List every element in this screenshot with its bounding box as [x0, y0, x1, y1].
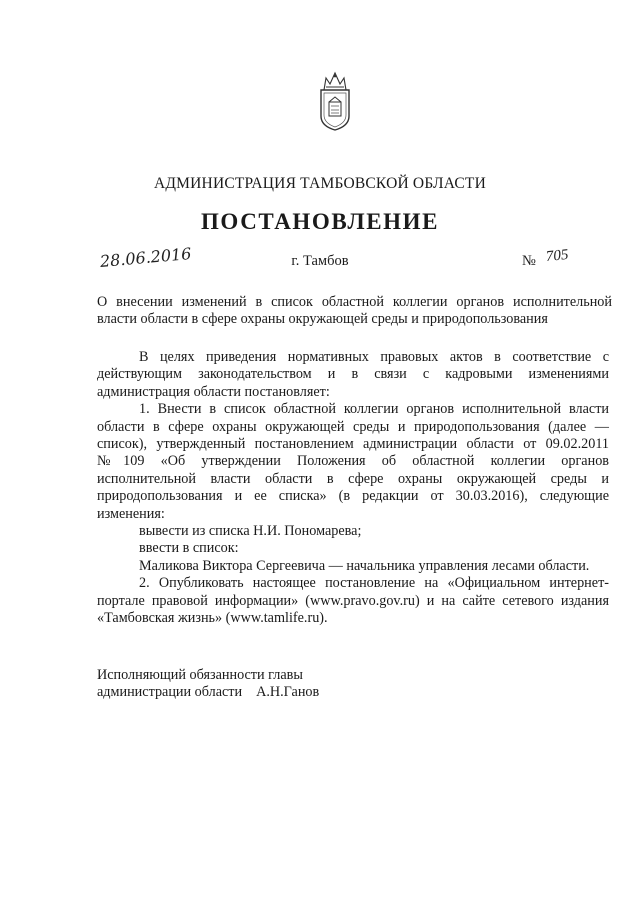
preamble-paragraph: В целях приведения нормативных правовых актов в соответствие с действующим законодательством и в связи с кадровыми изменениями администрация области постановляет:	[97, 349, 609, 400]
document-body	[97, 349, 609, 628]
item-1-paragraph: 1. Внести в список областной коллегии органов исполнительной власти области в сфере охраны окружающей среды и природопользования (далее — список), утвержденный постановлением администрации области от 09.02.2011 №109 «Об утверждении Положения об областной коллегии органов исполнительной власти области в сфере охраны окружающей среды и природопользования и ее списка» (в редакции от 30.03.2016), следующие изменения:	[97, 401, 609, 522]
document-date: 28.06.2016	[99, 244, 193, 271]
new-member-paragraph: Маликова Виктора Сергеевича — начальника управления лесами области.	[139, 557, 590, 574]
authority-name: АДМИНИСТРАЦИЯ ТАМБОВСКОЙ ОБЛАСТИ	[154, 175, 486, 192]
item-2-paragraph: 2. Опубликовать настоящее постановление на «Официальном интернет-портале правовой информации» (www.pravo.gov.ru) и на сайте сетевого издания «Тамбовская жизнь» (www.tamlife.ru).	[97, 575, 609, 627]
document-city: г. Тамбов	[291, 253, 349, 269]
remove-from-list-paragraph: вывести из списка Н.И. Пономарева;	[139, 523, 362, 540]
signature-block	[97, 667, 319, 701]
add-to-list-paragraph: ввести в список:	[139, 540, 239, 557]
coat-of-arms-emblem	[316, 70, 354, 132]
signatory-title: администрации области	[97, 684, 243, 700]
signatory-title-line1: Исполняющий обязанности главы	[97, 667, 303, 683]
signatory-title-line2	[97, 684, 319, 701]
document-subject: О внесении изменений в список областной коллегии органов исполнительной власти области в сфере охраны окружающей среды и природопользования	[97, 294, 612, 327]
document-type-title: ПОСТАНОВЛЕНИЕ	[200, 209, 440, 234]
document-number: 705	[545, 246, 570, 266]
signatory-name: А.Н.Ганов	[256, 684, 320, 700]
document-number-label: №	[522, 253, 536, 269]
